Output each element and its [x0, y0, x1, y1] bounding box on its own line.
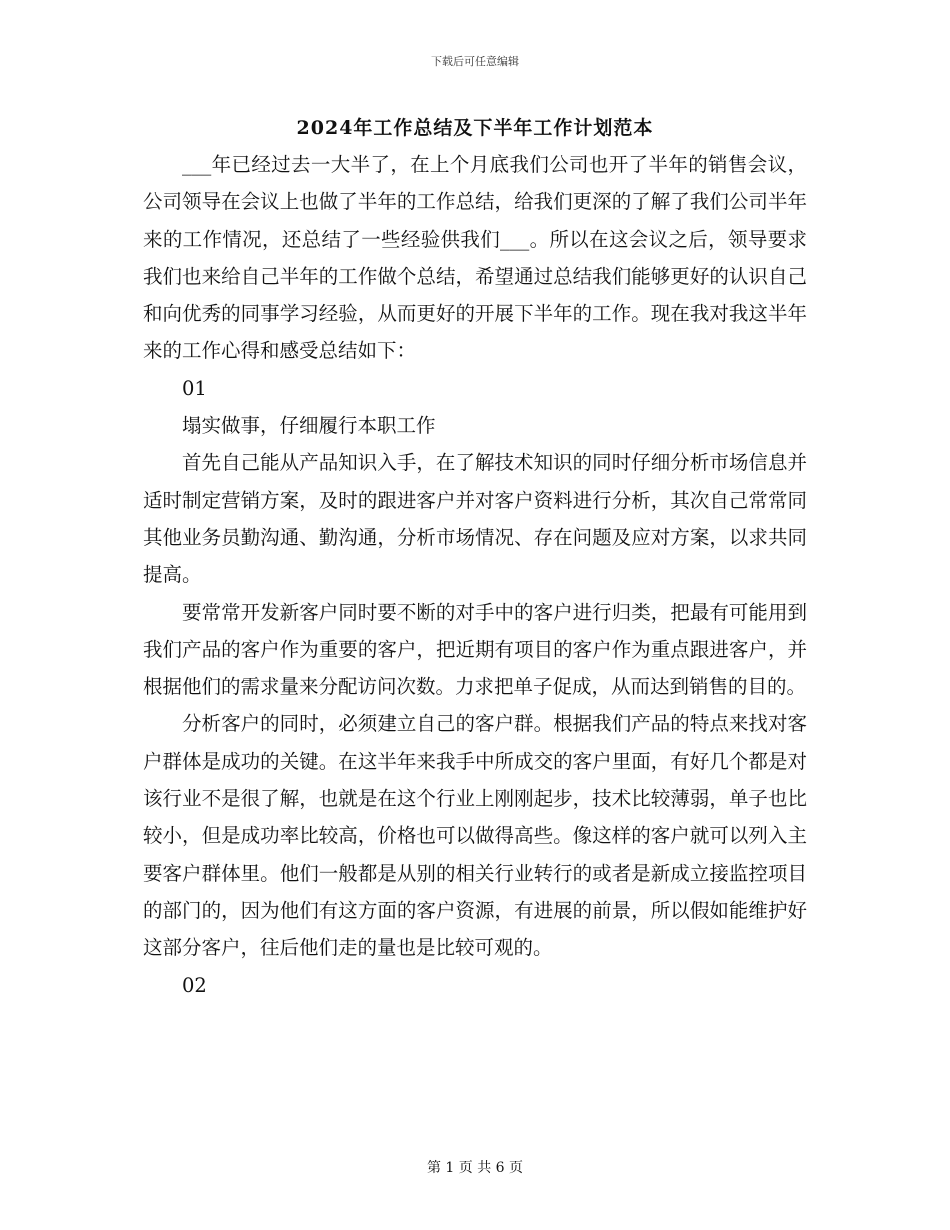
- page-header: 下载后可任意编辑: [431, 55, 519, 68]
- paragraph-intro: ___年已经过去一大半了，在上个月底我们公司也开了半年的销售会议，公司领导在会议上也做了半年的工作总结，给我们更深的了解了我们公司半年来的工作情况，还总结了一些经验供我们___。所以在这会议之后，领导要求我们也来给自己半年的工作做个总结，希望通过总结我们能够更好的认识自己和向优秀的同事学习经验，从而更好的开展下半年的工作。现在我对我这半年来的工作心得和感受总结如下：: [143, 153, 807, 363]
- paragraph: 要常常开发新客户同时要不断的对手中的客户进行归类，把最有可能用到我们产品的客户作为重要的客户，把近期有项目的客户作为重点跟进客户，并根据他们的需求量来分配访问次数。力求把单子促成，从而达到销售的目的。: [143, 600, 807, 699]
- section-heading: 塌实做事，仔细履行本职工作: [182, 414, 436, 438]
- document-body: [143, 146, 807, 1004]
- section-number-01: 01: [182, 376, 207, 400]
- section-number-02: 02: [182, 973, 207, 997]
- page-footer: 第 1 页 共 6 页: [426, 1160, 524, 1176]
- document-title: 2024年工作总结及下半年工作计划范本: [296, 117, 654, 139]
- paragraph: 首先自己能从产品知识入手，在了解技术知识的同时仔细分析市场信息并适时制定营销方案，及时的跟进客户并对客户资料进行分析，其次自己常常同其他业务员勤沟通、勤沟通，分析市场情况、存在问题及应对方案，以求共同提高。: [143, 451, 807, 587]
- paragraph: 分析客户的同时，必须建立自己的客户群。根据我们产品的特点来找对客户群体是成功的关键。在这半年来我手中所成交的客户里面，有好几个都是对该行业不是很了解，也就是在这个行业上刚刚起步，技术比较薄弱，单子也比较小，但是成功率比较高，价格也可以做得高些。像这样的客户就可以列入主要客户群体里。他们一般都是从别的相关行业转行的或者是新成立接监控项目的部门的，因为他们有这方面的客户资源，有进展的前景，所以假如能维护好这部分客户，往后他们走的量也是比较可观的。: [143, 712, 807, 960]
